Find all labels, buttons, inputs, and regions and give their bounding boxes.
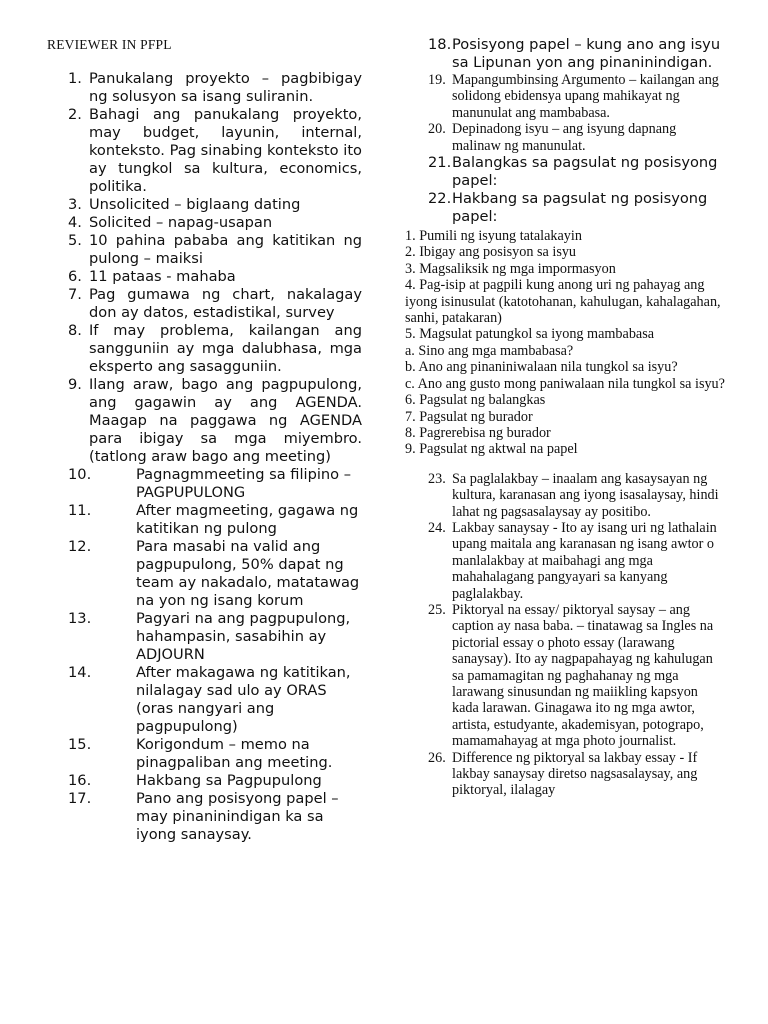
list-item-number: 2. [68, 106, 82, 123]
list-item [68, 232, 362, 268]
list-item-number: 13. [68, 610, 92, 627]
list-item-number: 8. [68, 322, 82, 339]
list-item [405, 154, 727, 190]
step-item: a. Sino ang mga mambabasa? [405, 342, 574, 359]
list-item-text: Hakbang sa pagsulat ng posisyong papel: [452, 190, 708, 226]
list-item-number: 9. [68, 376, 82, 393]
list-item [68, 466, 362, 502]
list-item-number: 11. [68, 502, 92, 519]
list-item [405, 72, 727, 121]
list-item-number: 24. [428, 519, 446, 536]
list-item [68, 106, 362, 196]
list-item [405, 36, 727, 72]
list-item [68, 538, 362, 610]
list-item-text: Hakbang sa Pagpupulong [136, 772, 322, 789]
list-item-number: 16. [68, 772, 92, 789]
list-item [68, 214, 362, 232]
list-item-number: 26. [428, 749, 446, 766]
list-item-text: Posisyong papel – kung ano ang isyu sa Lipunan yon ang pinaninindigan. [452, 36, 721, 71]
step-item: 7. Pagsulat ng burador [405, 408, 533, 425]
list-item [68, 196, 362, 214]
list-item-number: 23. [428, 470, 446, 487]
list-item [68, 790, 362, 844]
step-item: 2. Ibigay ang posisyon sa isyu [405, 244, 577, 261]
list-item-text: Pagyari na ang pagpupulong, hahampasin, sasabihin ay ADJOURN [136, 610, 351, 663]
step-item: 4. Pag-isip at pagpili kung anong uri ng pahayag ang iyong isinusulat (katotohanan, kahulugan, kahalagahan, sanhi, patakaran) [405, 277, 721, 327]
right-items-serif-c [405, 121, 727, 154]
list-item [405, 520, 727, 602]
list-item-number: 1. [68, 70, 82, 87]
list-item-number: 18. [428, 36, 452, 53]
list-item-text: If may problema, kailangan ang sangguniin ay mga dalubhasa, mga eksperto ang sasagguniin. [89, 322, 362, 375]
right-items-sans-d [405, 154, 727, 226]
list-item [405, 750, 727, 799]
left-column [68, 70, 362, 844]
list-item-number: 22. [428, 190, 452, 208]
step-item: 3. Magsaliksik ng mga impormasyon [405, 260, 616, 277]
list-item-number: 3. [68, 196, 82, 213]
list-item [405, 602, 727, 750]
list-item-number: 4. [68, 214, 82, 231]
list-item [68, 268, 362, 286]
step-item: 5. Magsulat patungkol sa iyong mambabasa [405, 326, 655, 343]
list-item-text: Ilang araw, bago ang pagpupulong, ang gagawin ay ang AGENDA. Maagap na paggawa ng AGENDA para ibigay sa mga miyembro. (tatlong araw bago ang meeting) [89, 376, 362, 465]
list-item [68, 322, 362, 376]
list-item-text: Pag gumawa ng chart, nakalagay don ay datos, estadistikal, survey [89, 286, 362, 321]
list-item-number: 25. [428, 601, 446, 618]
step-item: 1. Pumili ng isyung tatalakayin [405, 228, 582, 245]
list-item-number: 14. [68, 664, 92, 681]
list-item-number: 15. [68, 736, 92, 753]
step-item: 6. Pagsulat ng balangkas [405, 392, 546, 409]
list-item [68, 736, 362, 772]
list-item-text: After makagawa ng katitikan, nilalagay sad ulo ay ORAS (oras nangyari ang pagpupulong) [136, 664, 351, 735]
step-item: c. Ano ang gusto mong paniwalaan nila tungkol sa isyu? [405, 375, 725, 392]
right-items-serif-e [405, 471, 727, 799]
list-item-text: Mapangumbinsing Argumento – kailangan ang solidong ebidensya upang mahikayat ng manunulat ang mambabasa. [452, 72, 719, 121]
list-item-text: Korigondum – memo na pinagpaliban ang meeting. [136, 736, 333, 771]
list-item-number: 19. [428, 72, 446, 88]
list-item-text: Sa paglalakbay – inaalam ang kasaysayan ng kultura, karanasan ang iyong isasalaysay, hindi lahat ng pagsasalaysay ay positibo. [452, 470, 719, 520]
list-item-number: 5. [68, 232, 82, 249]
list-item-text: Lakbay sanaysay - Ito ay isang uri ng lathalain upang maitala ang karanasan ng isang awtor o manlalakbay at maibahagi ang mga mahahalagang pangyayari sa kanyang paglalakbay. [452, 519, 717, 602]
page-title: REVIEWER IN PFPL [47, 37, 172, 52]
list-item-text: Para masabi na valid ang pagpupulong, 50% dapat ng team ay nakadalo, matatawag na yon ng isang korum [136, 538, 360, 609]
list-item-number: 20. [428, 121, 446, 138]
list-item-text: Pano ang posisyong papel – may pinaninindigan ka sa iyong sanaysay. [136, 790, 339, 843]
right-items-sans-a [405, 36, 727, 72]
list-item [68, 286, 362, 322]
list-item-text: Piktoryal na essay/ piktoryal saysay – ang caption ay nasa baba. – tinatawag sa Ingles na pictorial essay o photo essay (larawang sanaysay). Ito ay nagpapahayag ng kahulugan sa pamamagitan ng paghahanay ng mga larawang sinusundan ng maiikling kapsyon kada larawan. Ginagawa ito ng mga awtor, artista, estudyante, akademisyan, potograpo, mamamahayag at mga photo journalist. [452, 601, 714, 750]
list-item [405, 121, 727, 154]
right-items-serif-b [405, 72, 727, 121]
right-column [405, 36, 727, 799]
list-item [68, 610, 362, 664]
step-item: b. Ano ang pinaniniwalaan nila tungkol sa isyu? [405, 359, 678, 376]
list-item [68, 376, 362, 466]
list-item-text: Solicited – napag-usapan [89, 214, 273, 231]
list-item-number: 12. [68, 538, 92, 555]
list-item-text: 10 pahina pababa ang katitikan ng pulong – maiksi [89, 232, 362, 267]
list-item [68, 664, 362, 736]
list-item [405, 190, 727, 226]
list-item [68, 502, 362, 538]
list-item-text: Panukalang proyekto – pagbibigay ng solusyon sa isang suliranin. [89, 70, 362, 105]
list-item-number: 21. [428, 154, 452, 172]
list-item [405, 471, 727, 520]
step-item: 8. Pagrerebisa ng burador [405, 424, 551, 441]
list-item-number: 6. [68, 268, 82, 285]
list-item-text: Depinadong isyu – ang isyung dapnang malinaw ng manunulat. [452, 121, 677, 154]
list-item-text: 11 pataas - mahaba [89, 268, 236, 285]
list-item-text: After magmeeting, gagawa ng katitikan ng pulong [136, 502, 359, 537]
list-item [68, 70, 362, 106]
list-item-text: Balangkas sa pagsulat ng posisyong papel: [452, 154, 718, 190]
list-item-text: Unsolicited – biglaang dating [89, 196, 301, 213]
writing-steps-list [405, 228, 727, 458]
list-item-number: 17. [68, 790, 92, 807]
list-item-number: 10. [68, 466, 92, 483]
list-item [68, 772, 362, 790]
list-item-number: 7. [68, 286, 82, 303]
list-item-text: Difference ng piktoryal sa lakbay essay - If lakbay sanaysay diretso nagsasalaysay, ang piktoryal, ilalagay [452, 749, 698, 799]
step-item: 9. Pagsulat ng aktwal na papel [405, 441, 578, 458]
list-item-text: Bahagi ang panukalang proyekto, may budget, layunin, internal, konteksto. Pag sinabing konteksto ito ay tungkol sa kultura, economics, politika. [89, 106, 362, 195]
list-item-text: Pagnagmmeeting sa filipino – PAGPUPULONG [136, 466, 352, 501]
